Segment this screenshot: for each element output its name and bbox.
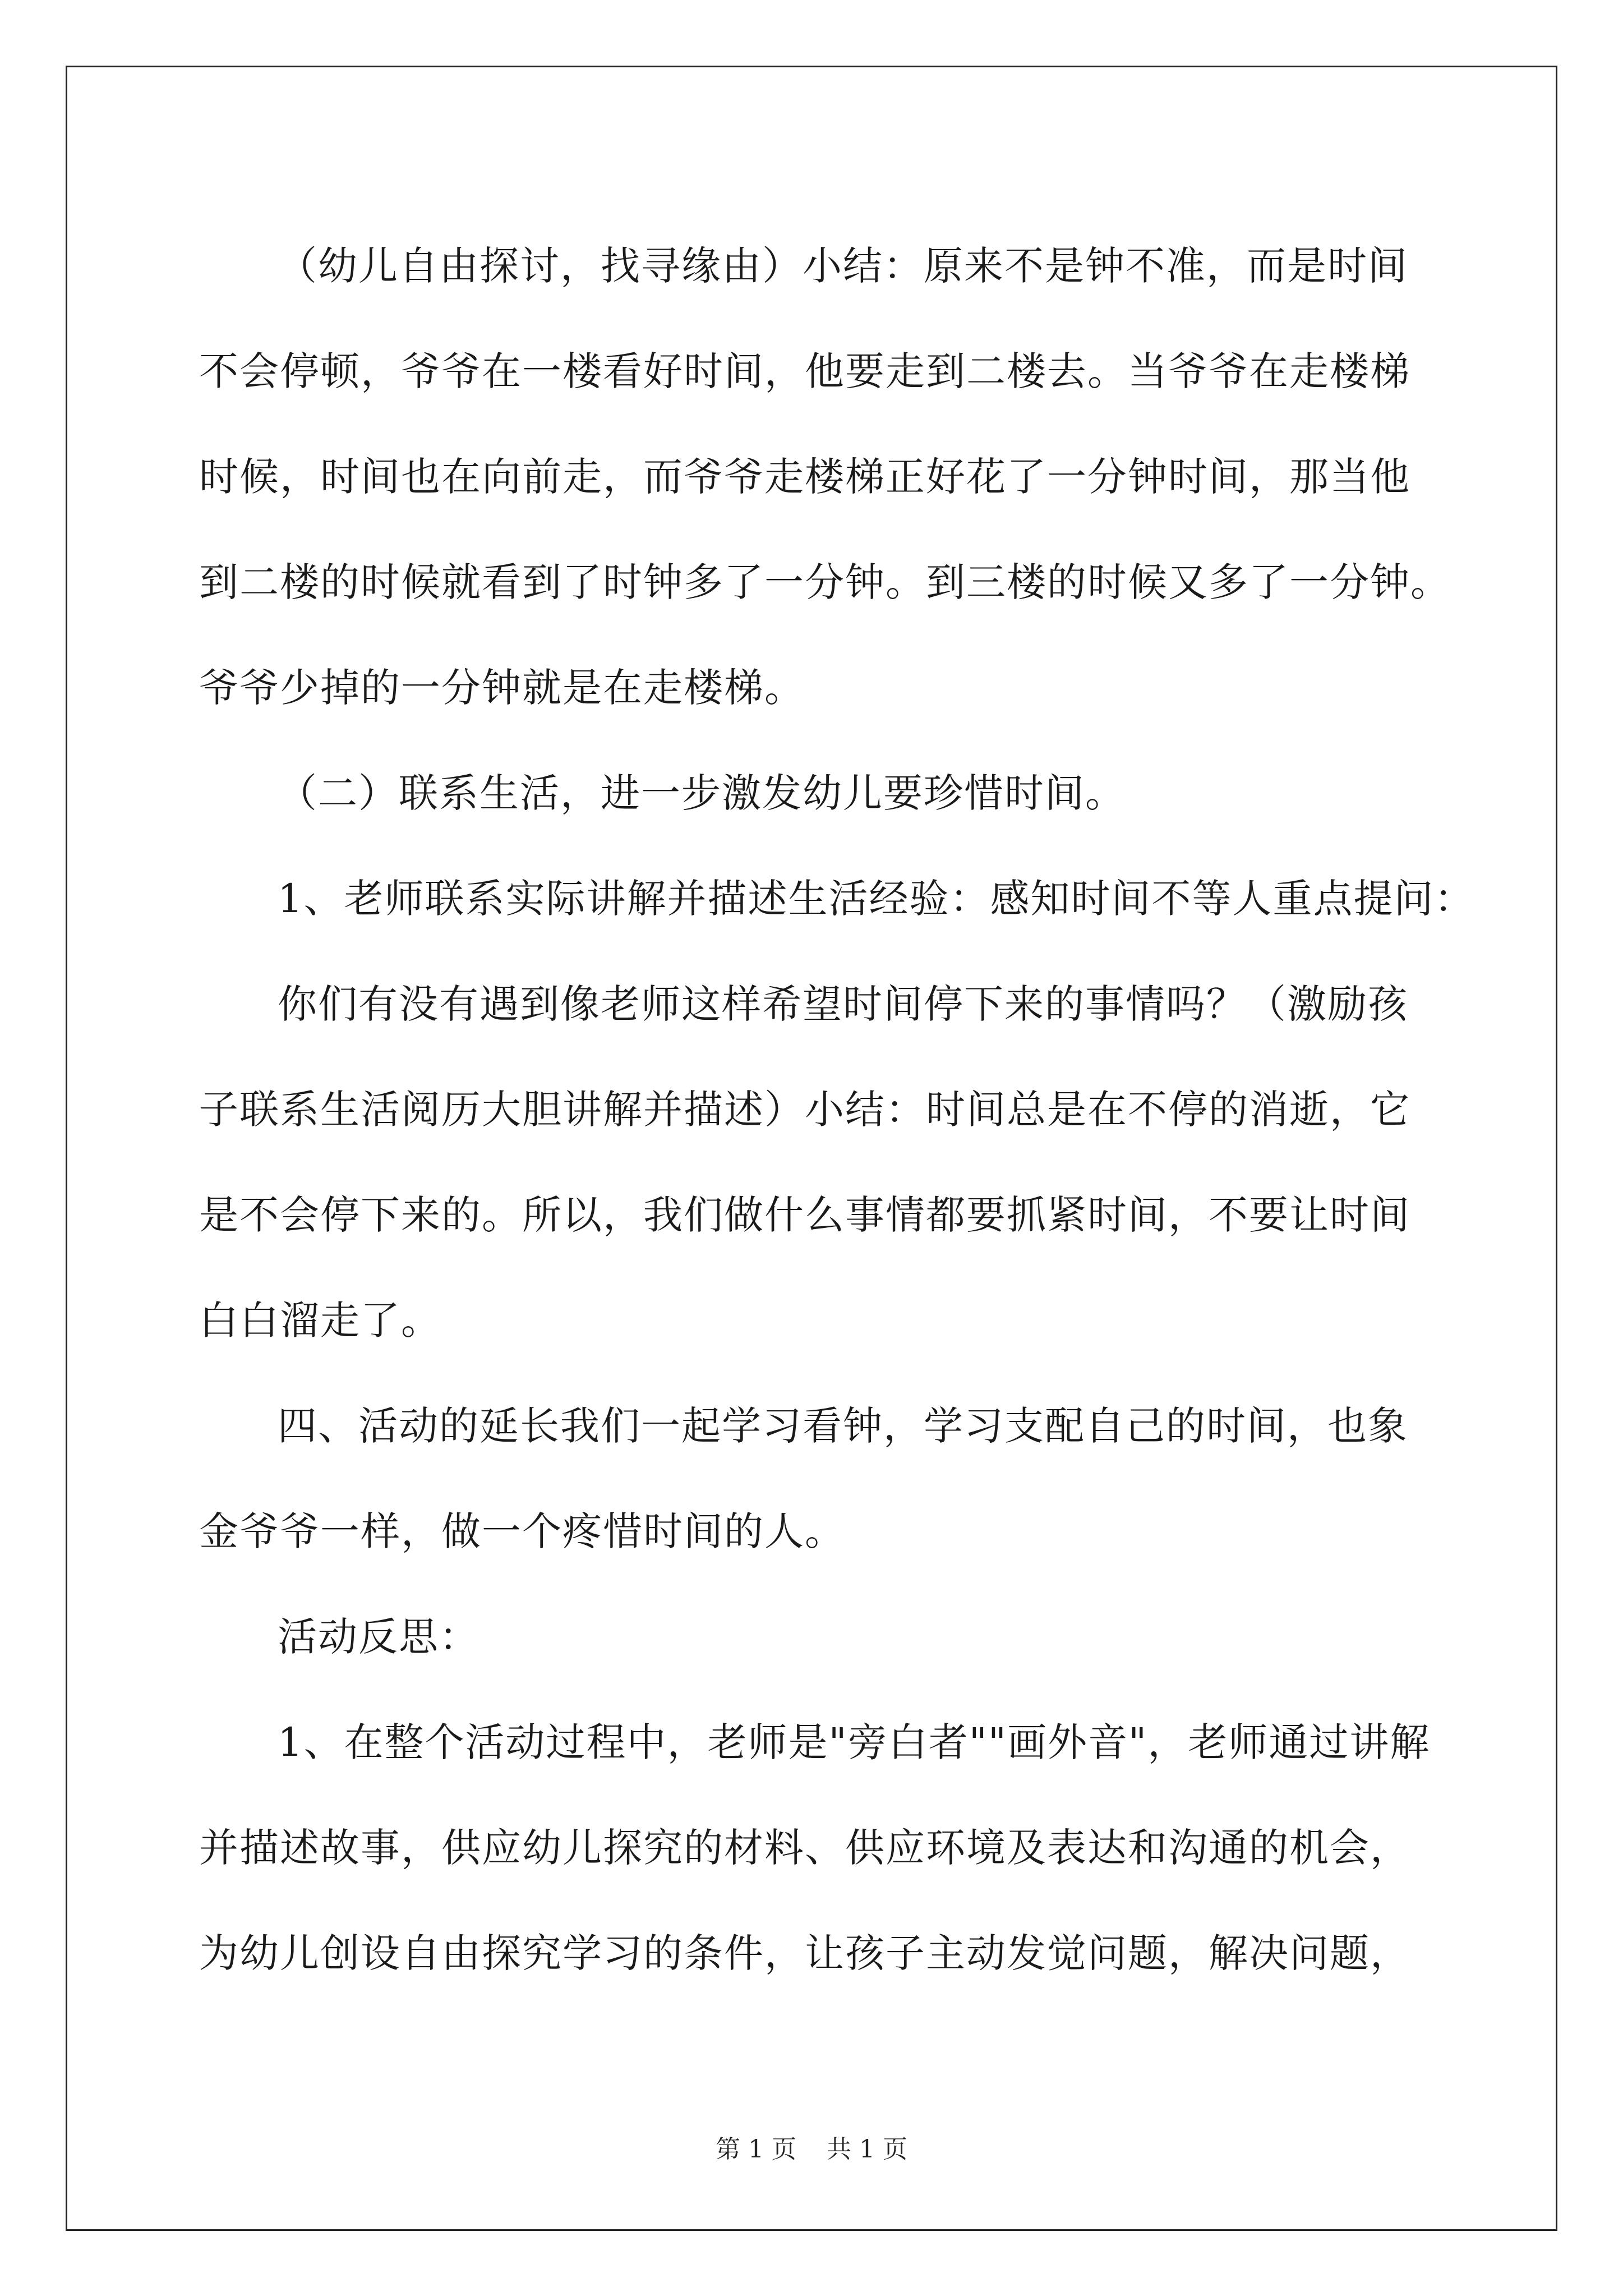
text-line-13: 金爷爷一样，做一个疼惜时间的人。 — [199, 1508, 845, 1554]
page-number: 第 1 页 — [716, 2135, 796, 2164]
text-line-2: 不会停顿，爷爷在一楼看好时间，他要走到二楼去。当爷爷在走楼梯 — [199, 348, 1410, 394]
text-line-11: 白白溜走了。 — [199, 1297, 441, 1343]
text-line-1: （幼儿自由探讨，找寻缘由）小结：原来不是钟不准，而是时间 — [278, 243, 1408, 289]
text-line-10: 是不会停下来的。所以，我们做什么事情都要抓紧时间，不要让时间 — [199, 1192, 1410, 1238]
text-line-4: 到二楼的时候就看到了时钟多了一分钟。到三楼的时候又多了一分钟。 — [199, 559, 1451, 605]
text-line-17: 为幼儿创设自由探究学习的条件，让孩子主动发觉问题，解决问题， — [199, 1930, 1410, 1976]
text-line-7: 1、老师联系实际讲解并描述生活经验：感知时间不等人重点提问： — [278, 876, 1475, 922]
page-footer — [0, 2129, 1623, 2165]
text-line-8: 你们有没有遇到像老师这样希望时间停下来的事情吗？（激励孩 — [278, 981, 1408, 1027]
text-line-9: 子联系生活阅历大胆讲解并描述）小结：时间总是在不停的消逝，它 — [199, 1087, 1410, 1133]
document-body — [199, 213, 1475, 2006]
text-line-3: 时候，时间也在向前走，而爷爷走楼梯正好花了一分钟时间，那当他 — [199, 454, 1410, 500]
page-total: 共 1 页 — [827, 2135, 907, 2164]
text-line-14: 活动反思： — [278, 1614, 479, 1660]
text-line-5: 爷爷少掉的一分钟就是在走楼梯。 — [199, 665, 805, 711]
text-line-16: 并描述故事，供应幼儿探究的材料、供应环境及表达和沟通的机会， — [199, 1825, 1410, 1871]
text-line-6: （二）联系生活，进一步激发幼儿要珍惜时间。 — [278, 770, 1126, 816]
text-line-15: 1、在整个活动过程中，老师是"旁白者""画外音"，老师通过讲解 — [278, 1719, 1431, 1765]
text-line-12: 四、活动的延长我们一起学习看钟，学习支配自己的时间，也象 — [278, 1403, 1408, 1449]
